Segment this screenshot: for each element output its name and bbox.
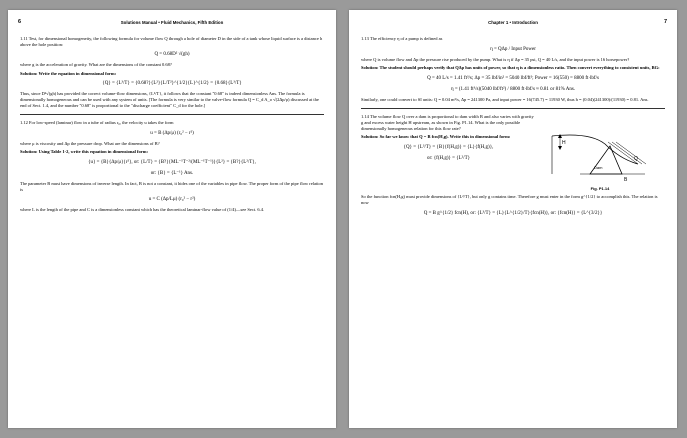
dam-figure — [550, 114, 650, 194]
fig-label-dam: Dam — [594, 165, 603, 171]
problem-1-14-final: Q = B g^{1/2} fcn(H), or: {L³/T} = {L}{L^{1/2}/T}{fcn(H)}, or: {fcn(H)} = {L^{3/2}} — [423, 210, 603, 216]
problem-1-11-where: where g is the acceleration of gravity. What are the dimensions of the constant 0.68? — [20, 62, 172, 68]
left-page — [8, 10, 336, 428]
problem-1-12-result: or: {B} = {L⁻¹} Ans. — [150, 170, 194, 176]
problem-1-14-dim-eq2: or: {f(H,g)} = {L²/T} — [426, 155, 471, 161]
problem-1-14-statement: 1.14 The volume flow Q over a dam is proportional to dam width B and also varies with gravity g and excess water height H upstream, as shown in Fig. P1.14. What is the only possible dimensionally homogeneous relation for this flow rate? — [361, 114, 534, 131]
problem-1-12-final: where L is the length of the pipe and C is a dimensionless constant which has the theoretical laminar-flow value of (1/4)—see Sect. 6.4. — [20, 207, 265, 213]
left-page-header — [18, 19, 326, 29]
section-divider — [361, 108, 665, 109]
problem-1-11-formula: Q = 0.68D² √(gh) — [154, 52, 190, 58]
right-page-content — [361, 36, 665, 221]
problem-1-13-formula: η = QΔp / Input Power — [490, 46, 536, 52]
problem-1-12-text: The parameter B must have dimensions of inverse length. In fact, B is not a constant, it hides one of the variables in pipe flow. The proper form of the pipe flow relation is — [20, 180, 324, 192]
problem-1-11-dim-eq: {Q} = {L³/T} = {0.68?}{L²}{L/T²}^{1/2}{L}^{1/2} = {0.68}{L³/T} — [102, 81, 242, 87]
left-header-title: Solutions Manual • Fluid Mechanics, Fifth Edition — [120, 20, 224, 25]
figure-caption: Fig. P1.14 — [590, 185, 610, 191]
problem-1-14-text: So the function fcn(H,g) must provide dimensions of {L²/T}, but only g contains time. Therefore g must enter in the form g^{1/2} to accomplish this. The relation is now — [361, 194, 658, 205]
problem-1-11-solution: Solution: Write the equation in dimensional form: — [20, 70, 117, 76]
problem-1-13-si: Similarly, one could convert to SI units: Q = 0.04 m³/s, Δp = 241300 Pa, and input power = 16(745.7) = 11930 W, thus h = (0.04)(241300)/(11930) = 0.81. Ans. — [361, 96, 649, 102]
problem-1-12-statement: 1.12 For low-speed (laminar) flow in a tube of radius r₀, the velocity u takes the form — [20, 120, 174, 126]
problem-1-12-solution: Solution: Using Table 1-2, write this equation in dimensional form: — [20, 149, 149, 155]
fig-label-q: Q — [634, 156, 638, 163]
left-page-content — [20, 36, 324, 216]
right-page-header — [359, 19, 667, 29]
right-header-title: Chapter 1 • Introduction — [488, 20, 538, 25]
problem-1-12-where: where μ is viscosity and Δp the pressure drop. What are the dimensions of B? — [20, 140, 160, 146]
section-divider — [20, 114, 324, 115]
problem-1-11-statement: 1.11 Test, for dimensional homogeneity, the following formula for volume flow Q through a hole of diameter D in the side of a tank whose liquid surface is a distance h above the hole position: — [20, 36, 323, 47]
left-page-number: 6 — [18, 19, 22, 25]
problem-1-14-text-column — [361, 114, 536, 165]
problem-1-13-where: where Q is volume flow and Δp the pressure rise produced by the pump. What is η if Δp = 35 psi, Q = 40 L/s, and the input power is 16 horsepower? — [361, 56, 630, 62]
problem-1-11-answer: Thus, since D²√(gh) has provided the correct volume-flow dimensions, {L³/T}, it follows that the constant "0.68" is indeed dimensionless Ans. The formula is dimensionally homogeneous and can be used with any system of units. [The formula is very similar to the valve-flow formula Q = C_d A_o √(2Δp/ρ) discussed at the end of Sect. 1.4, and the number "0.68" is proportional to the "discharge coefficient" C_d for the hole.] — [20, 91, 319, 108]
problem-1-12-dim-eq: {u} = {B}{Δp/μ}{r²}, or: {L/T} = {B?}{ML⁻¹T⁻²/(ML⁻¹T⁻¹)}{L²} = {B?}{L²/T}, — [88, 159, 256, 165]
problem-1-14-row — [361, 114, 665, 194]
problem-1-13-calc: η = (1.41 ft³/s)(5040 lbf/ft²) / 8800 ft·lbf/s ≈ 0.81 or 81% Ans. — [450, 86, 576, 92]
problem-1-14-dim-eq1: {Q} = {L³/T} = {B}{f(H,g)} = {L}{f(H,g)}, — [403, 144, 494, 150]
problem-1-14-solution: Solution: So far we know that Q = B fcn(H,g). Write this in dimensional form: — [361, 134, 511, 140]
problem-1-13-solution: Solution: The student should perhaps verify that QΔp has units of power, so that η is a dimensionless ratio. Then convert everything to consistent units, BG: — [361, 65, 660, 71]
problem-1-12-formula2: u = C (Δp/Lμ) (r₀² − r²) — [148, 197, 196, 203]
problem-1-12-formula: u = B (Δp/μ) (r₀² − r²) — [150, 130, 194, 136]
fig-label-b: B — [624, 177, 628, 184]
dam-diagram — [550, 114, 650, 184]
problem-1-13-conversion: Q = 40 L/s = 1.41 ft³/s; Δp = 35 lbf/in² = 5040 lbf/ft²; Power = 16(550) = 8800 ft·lbf/s — [427, 75, 599, 81]
problem-1-13-statement: 1.13 The efficiency η of a pump is defined as — [361, 36, 443, 41]
right-page — [349, 10, 677, 428]
right-page-number: 7 — [663, 19, 667, 25]
fig-label-h: H — [562, 140, 566, 147]
